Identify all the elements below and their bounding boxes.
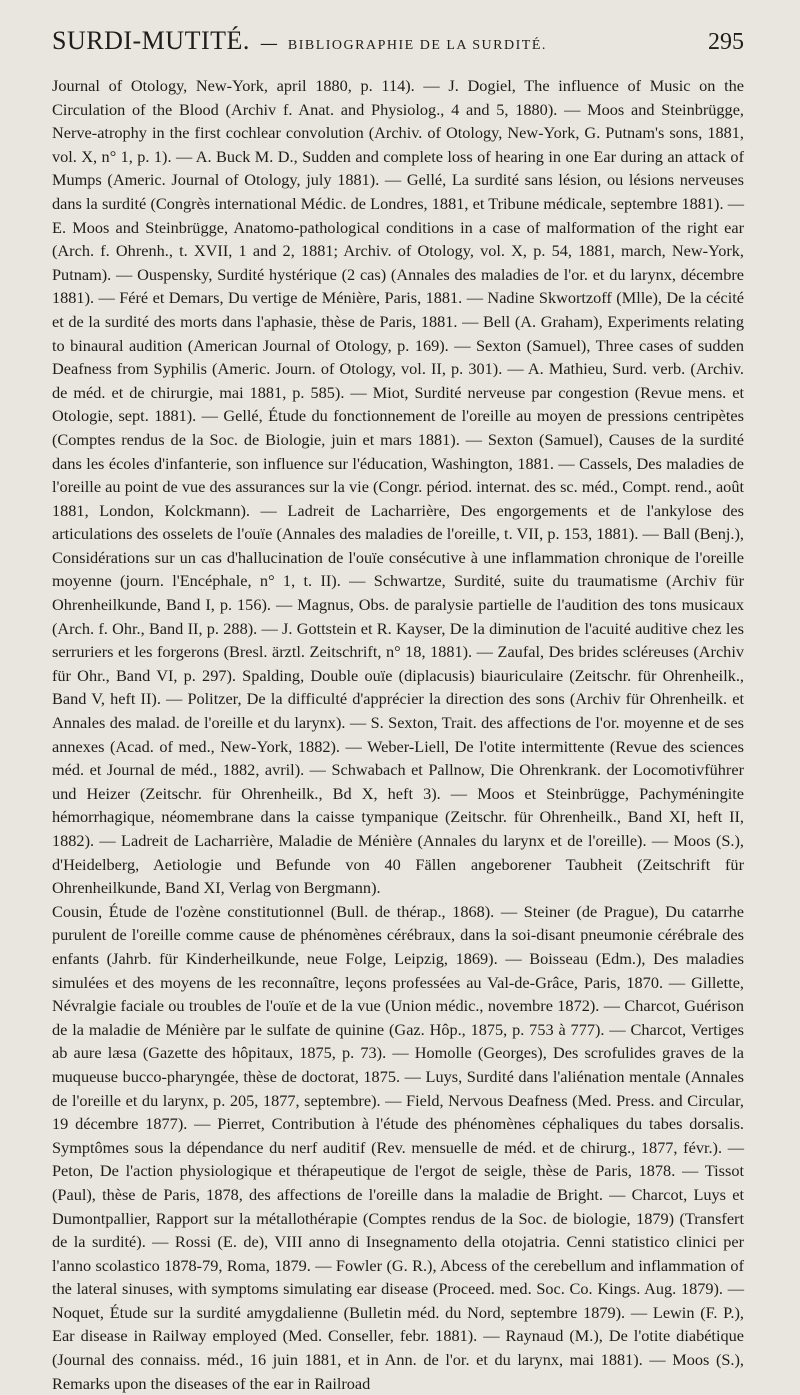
running-head-dash: — [259,33,278,54]
running-head-title: SURDI-MUTITÉ. [52,26,250,55]
bibliography-paragraph-1: Journal of Otology, New-York, april 1880, p. 114). — J. Dogiel, The influence of Music on the Circulation of the Blood (Archiv f. Anat. and Physiolog., 4 and 5, 1880). — Moos and Steinbrügge, Nerve-atrophy in the first cochlear convolution (Archiv. of Otology, New-York, G. Putnam's sons, 1881, vol. X, n° 1, p. 1). — A. Buck M. D., Sudden and complete loss of hearing in one Ear during an attack of Mumps (Americ. Journal of Otology, july 1881). — Gellé, La surdité sans lésion, ou lésions nerveuses dans la surdité (Congrès international Médic. de Londres, 1881, et Tribune médicale, septembre 1881). — E. Moos and Steinbrügge, Anatomo-pathological conditions in a case of malformation of the right ear (Arch. f. Ohrenh., t. XVII, 1 and 2, 1881; Archiv. of Otology, vol. X, p. 54, 1881, march, New-York, Putnam). — Ouspensky, Surdité hystérique (2 cas) (Annales des maladies de l'or. et du larynx, décembre 1881). — Féré et Demars, Du vertige de Ménière, Paris, 1881. — Nadine Skwortzoff (Mlle), De la cécité et de la surdité des morts dans l'aphasie, thèse de Paris, 1881. — Bell (A. Graham), Experiments relating to binaural audition (American Journal of Otology, p. 169). — Sexton (Samuel), Three cases of sudden Deafness from Syphilis (Americ. Journ. of Otology, vol. II, p. 301). — A. Mathieu, Surd. verb. (Archiv. de méd. et de chirurgie, mai 1881, p. 585). — Miot, Surdité nerveuse par congestion (Revue mens. et Otologie, sept. 1881). — Gellé, Étude du fonctionnement de l'oreille au moyen de pressions centripètes (Comptes rendus de la Soc. de Biologie, juin et mars 1881). — Sexton (Samuel), Causes de la surdité dans les écoles d'infanterie, son influence sur l'éducation, Washington, 1881. — Cassels, Des maladies de l'oreille au point de vue des assurances sur la vie (Congr. périod. internat. des sc. méd., Compt. rend., août 1881, London, Kolckmann). — Ladreit de Lacharrière, Des engorgements et de l'ankylose des articulations des osselets de l'ouïe (Annales des maladies de l'oreille, t. VII, p. 153, 1881). — Ball (Benj.), Considérations sur un cas d'hallucination de l'ouïe consécutive à une inflammation chronique de l'oreille moyenne (journ. l'Encéphale, n° 1, t. II). — Schwartze, Surdité, suite du traumatisme (Archiv für Ohrenheilkunde, Band I, p. 156). — Magnus, Obs. de paralysie partielle de l'audition des tons musicaux (Arch. f. Ohr., Band II, p. 288). — J. Gottstein et R. Kayser, De la diminution de l'acuité auditive chez les serruriers et les forgerons (Bresl. ärztl. Zeitschrift, n° 18, 1881). — Zaufal, Des brides scléreuses (Archiv für Ohr., Band VI, p. 297). Spalding, Double ouïe (diplacusis) biauriculaire (Zeitschr. für Ohrenheilk., Band V, heft II). — Politzer, De la difficulté d'apprécier la direction des sons (Archiv für Ohrenheilk. et Annales des malad. de l'oreille et du larynx). — S. Sexton, Trait. des affections de l'or. moyenne et de ses annexes (Acad. of med., New-York, 1882). — Weber-Liell, De l'otite intermittente (Revue des sciences méd. et Journal de méd., 1882, avril). — Schwabach et Pallnow, Die Ohrenkrank. der Locomotivführer und Heizer (Zeitschr. für Ohrenheilk., Bd X, heft 3). — Moos et Steinbrügge, Pachyméningite hémorrhagique, néomembrane dans la caisse tympanique (Zeitschr. für Ohrenheilk., Band XI, heft II, 1882). — Ladreit de Lacharrière, Maladie de Ménière (Annales du larynx et de l'oreille). — Moos (S.), d'Heidelberg, Aetiologie und Befunde von 40 Fällen angeborener Taubheit (Zeitschrift für Ohrenheilkunde, Band XI, Verlag von Bergmann). [52,76,744,898]
bibliography-text [52,74,744,1395]
bibliography-paragraph-2: Cousin, Étude de l'ozène constitutionnel (Bull. de thérap., 1868). — Steiner (de Prague), Du catarrhe purulent de l'oreille comme cause de phénomènes cérébraux, dans la soi-disant pneumonie cérébrale des enfants (Jahrb. für Kinderheilkunde, neue Folge, Leipzig, 1869). — Boisseau (Edm.), Des maladies simulées et des moyens de les reconnaître, leçons professées au Val-de-Grâce, Paris, 1870. — Gillette, Névralgie faciale ou troubles de l'ouïe et de la vue (Union médic., novembre 1872). — Charcot, Guérison de la maladie de Ménière par le sulfate de quinine (Gaz. Hôp., 1875, p. 753 à 777). — Charcot, Vertiges ab aure læsa (Gazette des hôpitaux, 1875, p. 73). — Homolle (Georges), Des scrofulides graves de la muqueuse bucco-pharyngée, thèse de doctorat, 1875. — Luys, Surdité dans l'aliénation mentale (Annales de l'oreille et du larynx, p. 205, 1877, septembre). — Field, Nervous Deafness (Med. Press. and Circular, 19 décembre 1877). — Pierret, Contribution à l'étude des phénomènes céphaliques du tabes dorsalis. Symptômes sous la dépendance du nerf auditif (Rev. mensuelle de méd. et de chirurg., 1877, févr.). — Peton, De l'action physiologique et thérapeutique de l'ergot de seigle, thèse de Paris, 1878. — Tissot (Paul), thèse de Paris, 1878, des affections de l'oreille dans la maladie de Bright. — Charcot, Luys et Dumontpallier, Rapport sur la métallothérapie (Comptes rendus de la Soc. de biologie, 1879) (Transfert de la surdité). — Rossi (E. de), VIII anno di Insegnamento della otojatria. Cenni statistico clinici per l'anno scolastico 1878-79, Roma, 1879. — Fowler (G. R.), Abcess of the cerebellum and inflammation of the lateral sinuses, with symptoms simulating ear disease (Proceed. med. Soc. Co. Kings. Aug. 1879). — Noquet, Étude sur la surdité amygdalienne (Bulletin méd. du Nord, septembre 1879). — Lewin (F. P.), Ear disease in Railway employed (Med. Conseller, febr. 1881). — Raynaud (M.), De l'otite diabétique (Journal des connaiss. méd., 16 juin 1881, et in Ann. de l'or. et du larynx, mai 1881). — Moos (S.), Remarks upon the diseases of the ear in Railroad [52,901,744,1393]
page-number: 295 [708,29,744,55]
running-head [52,26,744,68]
running-head-left [52,26,547,56]
running-head-subtitle: BIBLIOGRAPHIE DE LA SURDITÉ. [287,38,547,53]
